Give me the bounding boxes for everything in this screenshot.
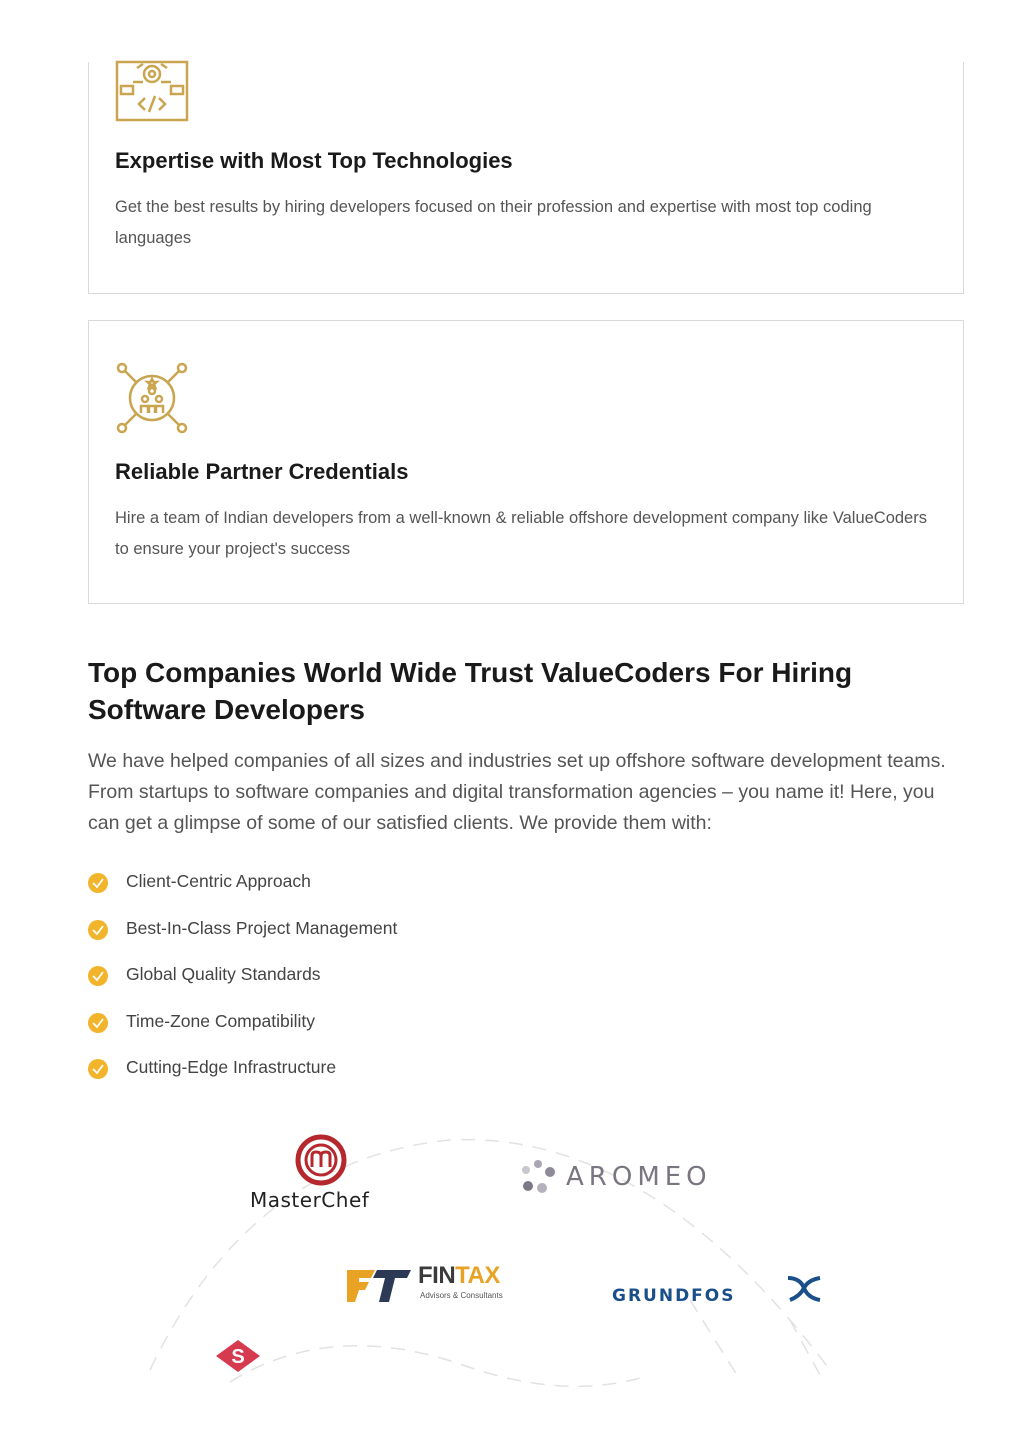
- check-icon: [88, 920, 108, 940]
- check-icon: [88, 966, 108, 986]
- card-title: Expertise with Most Top Technologies: [115, 148, 513, 173]
- check-icon: [88, 1059, 108, 1079]
- section-intro: We have helped companies of all sizes and industries set up offshore software development teams. From startups to software companies and digital transformation agencies – you name it! Here, you can get a glimpse of some of our satisfied clients. We provide them with:: [88, 750, 946, 834]
- card-description: Hire a team of Indian developers from a well-known & reliable offshore development company like ValueCoders to ensure your project's success: [115, 509, 927, 558]
- card-title: Reliable Partner Credentials: [115, 459, 409, 484]
- card-description: Get the best results by hiring developers focused on their profession and expertise with most top coding languages: [115, 198, 872, 247]
- masterchef-logo-icon: [295, 1134, 347, 1191]
- feature-label: Time-Zone Compatibility: [126, 1010, 315, 1031]
- feature-label: Global Quality Standards: [126, 964, 321, 984]
- fintax-logo-text: FINTAX: [418, 1262, 500, 1289]
- network-team-icon: [115, 361, 189, 435]
- check-icon: [88, 873, 108, 893]
- feature-label: Cutting-Edge Infrastructure: [126, 1057, 337, 1077]
- feature-label: Client-Centric Approach: [126, 871, 311, 891]
- code-gear-icon: [115, 60, 189, 122]
- fintax-logo-icon: [345, 1266, 413, 1311]
- fintax-logo-subtitle: Advisors & Consultants: [420, 1291, 503, 1300]
- aromeo-logo-text: AROMEO: [566, 1162, 712, 1192]
- s-logo-icon: [214, 1338, 262, 1379]
- grundfos-logo-text: GRUNDFOS: [612, 1286, 736, 1306]
- grundfos-logo-icon: [786, 1274, 822, 1309]
- aromeo-logo-icon: [520, 1160, 556, 1201]
- feature-label: Best-In-Class Project Management: [126, 917, 398, 938]
- section-title: Top Companies World Wide Trust ValueCoders For Hiring Software Developers: [88, 657, 853, 725]
- decorative-arcs: [0, 1120, 1024, 1390]
- client-logos: [0, 1120, 1024, 1390]
- svg-text:S: S: [231, 1346, 245, 1368]
- feature-card-credentials: [88, 320, 964, 604]
- check-icon: [88, 1013, 108, 1033]
- feature-card-technologies: [88, 62, 964, 294]
- masterchef-logo-text: MasterChef: [250, 1188, 370, 1212]
